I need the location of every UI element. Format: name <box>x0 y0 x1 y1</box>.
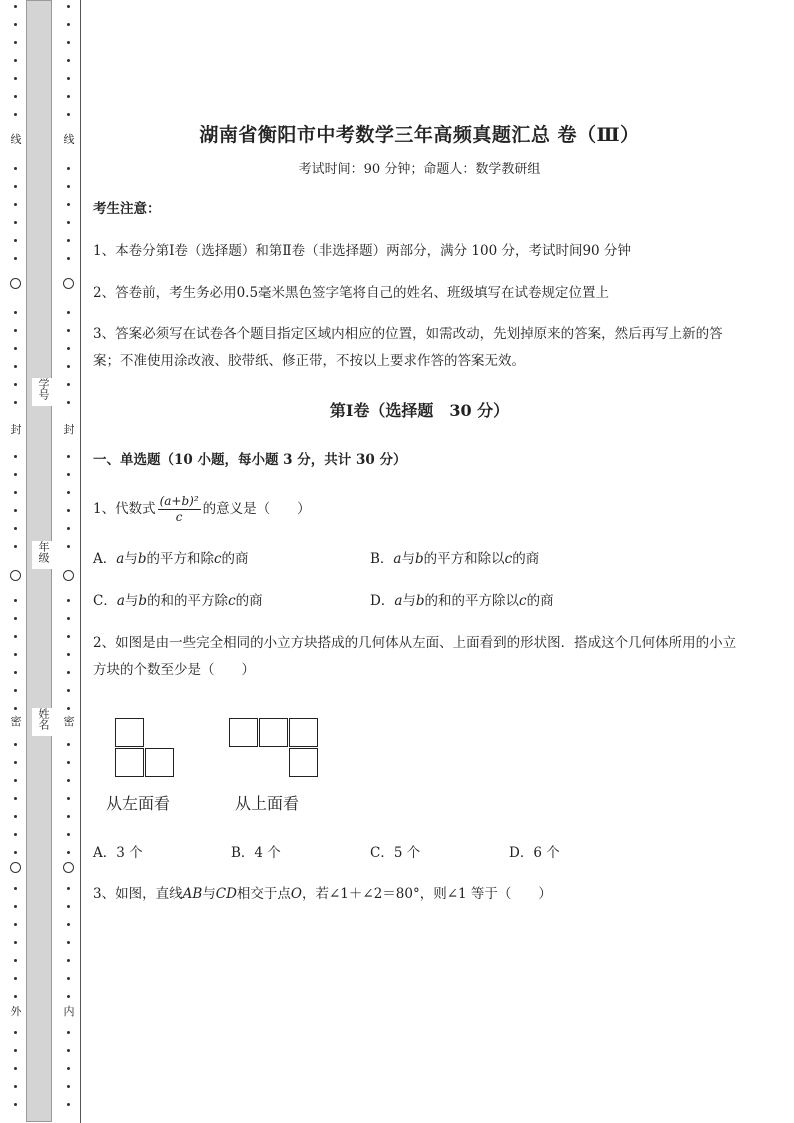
cut-line-dot <box>67 185 70 188</box>
cut-line-dot <box>67 617 70 620</box>
exam-title: 湖南省衡阳市中考数学三年高频真题汇总 卷（Ⅲ） <box>199 124 640 146</box>
cut-line-dot <box>14 1049 17 1052</box>
cut-line-dot <box>14 59 17 62</box>
cut-line-dot <box>67 23 70 26</box>
cube-square <box>259 718 288 747</box>
cut-line-dot <box>67 365 70 368</box>
cut-line-dot <box>67 1031 70 1034</box>
inner-dotted-cut-line <box>62 0 76 1123</box>
cut-line-dot <box>14 95 17 98</box>
section-heading: 一、单选题（10 小题，每小题 3 分，共计 30 分） <box>93 452 407 468</box>
q1-option-a[interactable]: A．a与b的平方和除c的商 <box>93 551 249 567</box>
cut-line-dot <box>14 329 17 332</box>
label-grade: 年级 <box>32 541 54 569</box>
notice-heading: 考生注意： <box>93 201 161 217</box>
cut-line-dot <box>14 707 17 710</box>
cut-line-dot <box>67 743 70 746</box>
cut-line-dot <box>14 77 17 80</box>
cut-line-dot <box>14 455 17 458</box>
cube-square <box>115 718 144 747</box>
label-name: 姓名 <box>32 708 54 736</box>
cut-line-char: 密 <box>10 715 22 728</box>
cut-line-dot <box>67 257 70 260</box>
cut-line-dot <box>67 1049 70 1052</box>
cut-line-circle-icon <box>63 862 74 873</box>
cut-line-dot <box>67 887 70 890</box>
outer-dotted-cut-line <box>9 0 23 1123</box>
cut-line-dot <box>14 185 17 188</box>
cut-line-char: 封 <box>63 423 75 436</box>
cut-line-dot <box>14 257 17 260</box>
cut-line-dot <box>67 239 70 242</box>
cut-line-dot <box>67 779 70 782</box>
cut-line-dot <box>67 5 70 8</box>
cut-line-dot <box>14 617 17 620</box>
cut-line-dot <box>67 41 70 44</box>
cut-line-char: 密 <box>63 715 75 728</box>
cut-line-dot <box>67 653 70 656</box>
cube-square <box>145 748 174 777</box>
cut-line-dot <box>67 1067 70 1070</box>
cut-line-dot <box>67 905 70 908</box>
cut-line-dot <box>67 203 70 206</box>
cut-line-dot <box>67 473 70 476</box>
cut-line-dot <box>14 203 17 206</box>
figure-left-label: 从左面看 <box>106 794 171 813</box>
cut-line-dot <box>14 113 17 116</box>
q2-option-c[interactable]: C．5 个 <box>370 845 421 861</box>
cut-line-circle-icon <box>10 570 21 581</box>
cut-line-dot <box>14 491 17 494</box>
cut-line-dot <box>67 545 70 548</box>
cut-line-dot <box>67 689 70 692</box>
binding-margin <box>0 0 82 1123</box>
q1-option-b[interactable]: B．a与b的平方和除以c的商 <box>370 551 540 567</box>
cut-line-dot <box>67 761 70 764</box>
cube-square <box>115 748 144 777</box>
cut-line-dot <box>67 1103 70 1106</box>
cut-line-dot <box>67 833 70 836</box>
cut-line-circle-icon <box>63 278 74 289</box>
cut-line-dot <box>14 23 17 26</box>
cut-line-dot <box>14 923 17 926</box>
cut-line-dot <box>14 527 17 530</box>
cut-line-dot <box>67 995 70 998</box>
cut-line-dot <box>14 887 17 890</box>
cut-line-dot <box>14 1031 17 1034</box>
cut-line-dot <box>67 941 70 944</box>
cut-line-circle-icon <box>10 862 21 873</box>
notice-item-3: 3、答案必须写在试卷各个题目指定区域内相应的位置，如需改动，先划掉原来的答案，然后再写上新的答案；不准使用涂改液、胶带纸、修正带，不按以上要求作答的答案无效。 <box>93 326 723 369</box>
notice-item-2: 2、答卷前，考生务必用0.5毫米黑色签字笔将自己的姓名、班级填写在试卷规定位置上 <box>93 285 610 301</box>
question-2: 2、如图是由一些完全相同的小立方块搭成的几何体从左面、上面看到的形状图．搭成这个几何体所用的小立方块的个数至少是（ ） <box>93 635 737 678</box>
q2-option-b[interactable]: B．4 个 <box>231 845 281 861</box>
cut-line-dot <box>14 959 17 962</box>
cut-line-dot <box>67 635 70 638</box>
cut-line-dot <box>14 239 17 242</box>
cut-line-dot <box>67 95 70 98</box>
cube-square <box>289 748 318 777</box>
cut-line-dot <box>14 779 17 782</box>
cut-line-dot <box>14 41 17 44</box>
cut-line-dot <box>67 329 70 332</box>
cut-line-dot <box>14 851 17 854</box>
cut-line-dot <box>67 401 70 404</box>
part1-title: 第Ⅰ卷（选择题 30 分） <box>329 401 510 420</box>
cut-line-dot <box>14 5 17 8</box>
cut-line-dot <box>14 383 17 386</box>
cut-line-dot <box>67 797 70 800</box>
cut-line-dot <box>67 347 70 350</box>
cut-line-dot <box>14 815 17 818</box>
cut-line-dot <box>67 599 70 602</box>
cut-line-dot <box>67 113 70 116</box>
cut-line-dot <box>14 311 17 314</box>
margin-border-line <box>80 0 81 1123</box>
cut-line-char: 线 <box>63 133 75 146</box>
q2-option-a[interactable]: A．3 个 <box>93 845 143 861</box>
cut-line-char: 封 <box>10 423 22 436</box>
cut-line-dot <box>67 221 70 224</box>
cube-square <box>289 718 318 747</box>
exam-subtitle: 考试时间：90 分钟；命题人：数学教研组 <box>298 162 541 177</box>
cut-line-dot <box>14 941 17 944</box>
cut-line-dot <box>67 455 70 458</box>
cut-line-dot <box>67 959 70 962</box>
cut-line-dot <box>67 815 70 818</box>
cut-line-dot <box>14 635 17 638</box>
cut-line-dot <box>14 761 17 764</box>
question-1: 1、代数式 $\frac{\text{(a+b)²}}{c}$ 的意义是（ ） <box>93 494 311 524</box>
cut-line-dot <box>14 365 17 368</box>
cut-line-dot <box>67 167 70 170</box>
cut-line-char: 外 <box>10 1005 22 1018</box>
cut-line-dot <box>67 977 70 980</box>
cut-line-dot <box>67 491 70 494</box>
cut-line-dot <box>67 77 70 80</box>
q1-option-d[interactable]: D．a与b的和的平方除以c的商 <box>370 593 554 609</box>
question-3: 3、如图，直线AB与CD相交于点O，若∠1＋∠2＝80°，则∠1 等于（ ） <box>93 886 552 902</box>
fraction: $\frac{\text{(a+b)²}}{c}$ <box>159 494 199 524</box>
cut-line-dot <box>67 311 70 314</box>
cut-line-dot <box>14 545 17 548</box>
cut-line-dot <box>14 995 17 998</box>
cut-line-dot <box>14 401 17 404</box>
cut-line-dot <box>67 59 70 62</box>
cut-line-dot <box>67 509 70 512</box>
label-student-no: 学号 <box>32 378 54 406</box>
cut-line-circle-icon <box>10 278 21 289</box>
cut-line-dot <box>14 473 17 476</box>
cut-line-dot <box>67 707 70 710</box>
cut-line-dot <box>67 671 70 674</box>
cut-line-dot <box>14 671 17 674</box>
cut-line-dot <box>14 653 17 656</box>
cut-line-dot <box>67 923 70 926</box>
cut-line-char: 内 <box>63 1005 75 1018</box>
cut-line-dot <box>14 1067 17 1070</box>
cut-line-dot <box>14 977 17 980</box>
cut-line-dot <box>67 851 70 854</box>
cut-line-dot <box>14 347 17 350</box>
cut-line-dot <box>14 689 17 692</box>
notice-item-1: 1、本卷分第Ⅰ卷（选择题）和第Ⅱ卷（非选择题）两部分，满分 100 分，考试时间90 分钟 <box>93 243 631 259</box>
cut-line-dot <box>67 527 70 530</box>
q1-option-c[interactable]: C．a与b的和的平方除c的商 <box>93 593 263 609</box>
cut-line-dot <box>14 833 17 836</box>
cut-line-dot <box>14 167 17 170</box>
cut-line-dot <box>14 1103 17 1106</box>
cut-line-char: 线 <box>10 133 22 146</box>
q2-option-d[interactable]: D．6 个 <box>509 845 560 861</box>
cut-line-dot <box>67 1085 70 1088</box>
cut-line-dot <box>14 797 17 800</box>
cut-line-circle-icon <box>63 570 74 581</box>
cut-line-dot <box>14 509 17 512</box>
cut-line-dot <box>67 383 70 386</box>
cut-line-dot <box>14 905 17 908</box>
cut-line-dot <box>14 221 17 224</box>
cut-line-dot <box>14 1085 17 1088</box>
cube-square <box>229 718 258 747</box>
cut-line-dot <box>14 599 17 602</box>
figure-top-label: 从上面看 <box>235 794 300 813</box>
cut-line-dot <box>14 743 17 746</box>
